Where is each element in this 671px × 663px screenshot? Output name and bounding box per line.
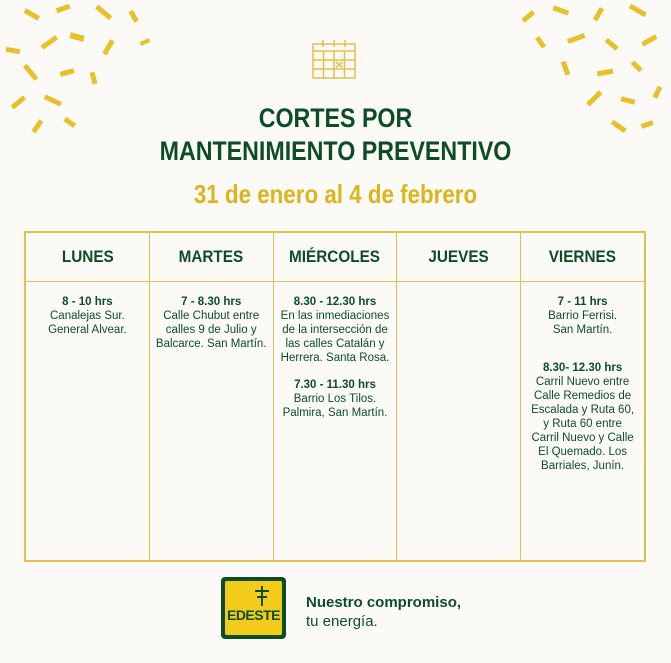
date-range: 31 de enero al 4 de febrero [193,179,478,209]
schedule-entry [525,295,640,337]
entry-time: 7 - 8.30 hrs [181,296,242,308]
entry-time: 7 - 11 hrs [557,296,608,308]
schedule-entry [278,378,393,420]
day-name: JUEVES [428,247,489,266]
day-header [150,233,273,282]
title-line-2: MANTENIMIENTO PREVENTIVO [159,136,512,166]
schedule-entry [154,295,269,351]
day-name: MIÉRCOLES [289,247,381,266]
entry-location: Calle Chubut entre calles 9 de Julio y Balcarce. San Martín. [155,310,267,350]
entry-location: En las inmediaciones de la intersección de las calles Catalán y Herrera. Santa Rosa. [280,310,390,364]
schedule-entry [525,361,640,473]
day-column-martes [150,233,274,560]
edeste-logo [221,577,286,639]
title-line-1: CORTES POR [258,103,413,133]
day-name: MARTES [178,247,244,266]
slogan-line-1: Nuestro compromiso, [306,594,462,611]
brand-name: EDESTE [226,607,280,623]
calendar-icon [311,38,357,80]
day-column-lunes [26,233,150,560]
slogan [306,593,461,631]
day-body [521,282,644,486]
day-column-jueves [397,233,521,560]
day-body [397,282,520,295]
day-body [26,282,149,350]
day-name: LUNES [61,247,114,266]
day-body [150,282,273,364]
day-header [397,233,520,282]
entry-location: Canalejas Sur. General Alvear. [48,310,127,336]
logo-badge [225,581,282,635]
day-header [274,233,397,282]
power-tower-icon [253,585,271,607]
entry-time: 8 - 10 hrs [62,296,113,308]
day-column-viernes [521,233,644,560]
day-body [274,282,397,433]
page-title [47,102,624,168]
day-name: VIERNES [548,247,617,266]
schedule-table [24,231,646,562]
entry-location: Carril Nuevo entre Calle Remedios de Escalada y Ruta 60, y Ruta 60 entre Carril Nuevo y Calle El Quemado. Los Barriales, Junín. [531,376,635,472]
day-header [521,233,644,282]
slogan-line-2: tu energía. [306,613,378,630]
schedule-entry [278,295,393,365]
schedule-entry [30,295,145,337]
day-column-miercoles [274,233,398,560]
entry-location: Barrio Los Tilos. Palmira, San Martín. [282,393,388,419]
day-header [26,233,149,282]
entry-location: Barrio Ferrisi. San Martín. [548,310,618,336]
entry-time: 7.30 - 11.30 hrs [294,379,376,391]
entry-time: 8.30 - 12.30 hrs [293,296,377,308]
entry-time: 8.30- 12.30 hrs [542,362,623,374]
